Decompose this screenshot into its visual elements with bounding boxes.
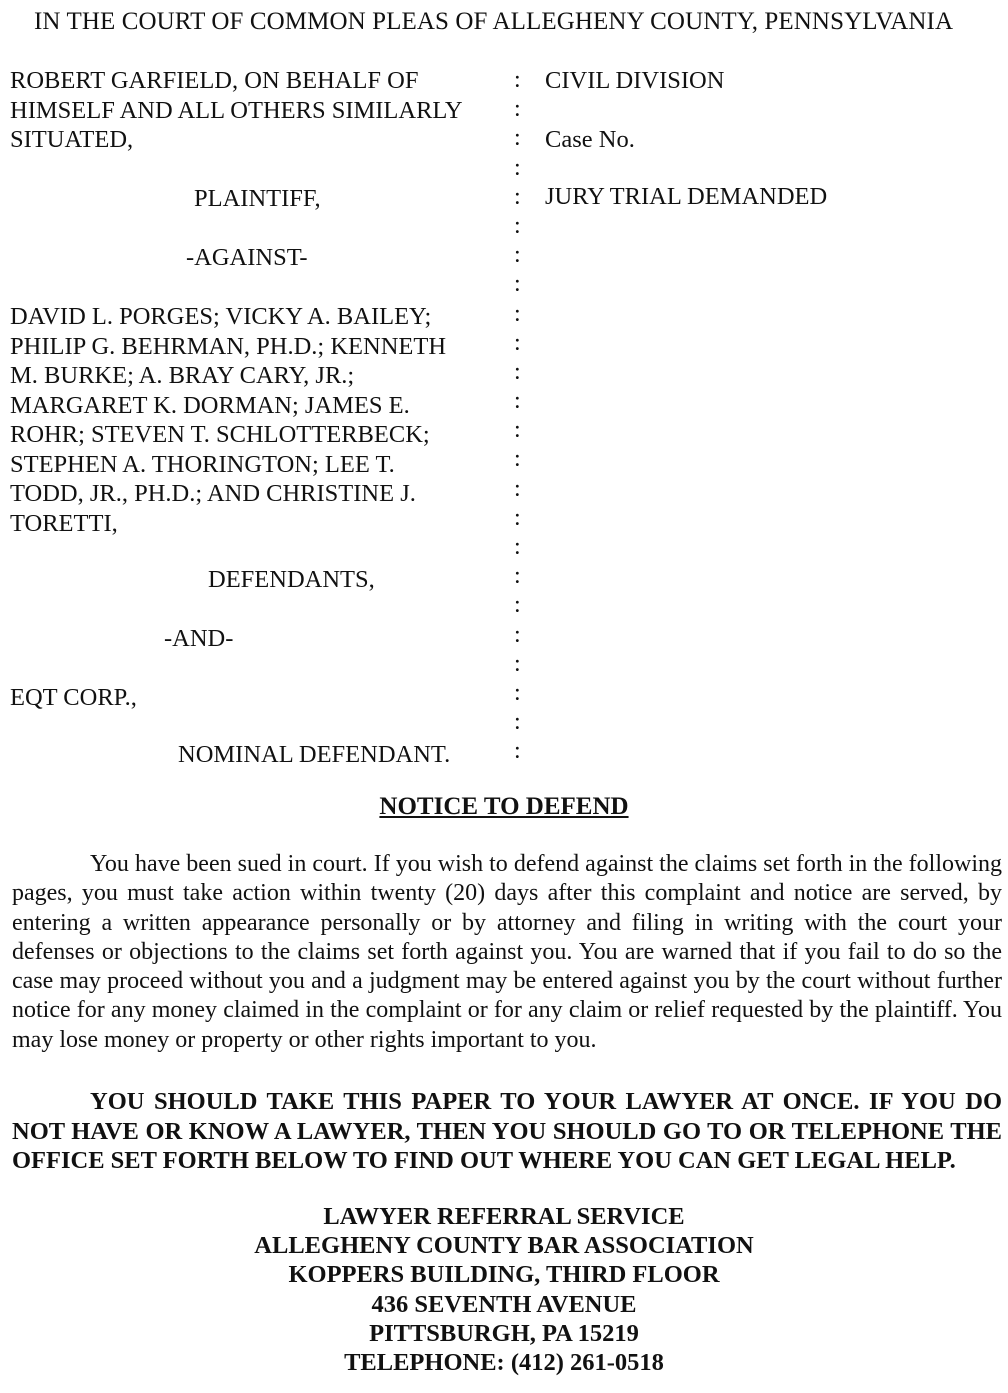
plaintiff-line: HIMSELF AND ALL OTHERS SIMILARLY xyxy=(10,96,463,124)
caption-colon: : xyxy=(514,125,521,152)
defendant-line: ROHR; STEVEN T. SCHLOTTERBECK; xyxy=(10,421,430,448)
caption-colon: : xyxy=(514,621,521,648)
defendant-line: TODD, JR., PH.D.; AND CHRISTINE J. xyxy=(10,480,416,507)
caption-colon: : xyxy=(514,300,521,327)
caption-colon: : xyxy=(514,475,521,502)
caption-separator xyxy=(514,66,521,767)
referral-name: LAWYER REFERRAL SERVICE xyxy=(323,1203,685,1230)
nominal-defendant-role: NOMINAL DEFENDANT. xyxy=(178,741,451,768)
defendant-line: M. BURKE; A. BRAY CARY, JR.; xyxy=(10,362,355,389)
referral-city: PITTSBURGH, PA 15219 xyxy=(369,1319,639,1347)
caption-colon: : xyxy=(514,154,521,181)
referral-street: 436 SEVENTH AVENUE xyxy=(371,1290,637,1318)
jury-demand: JURY TRIAL DEMANDED xyxy=(545,183,828,210)
caption-colon: : xyxy=(514,592,521,619)
caption-colon: : xyxy=(514,709,521,736)
caption-colon: : xyxy=(514,650,521,677)
referral-telephone: TELEPHONE: (412) 261-0518 xyxy=(344,1349,664,1377)
case-number-label: Case No. xyxy=(545,126,635,153)
caption-colon: : xyxy=(514,329,521,356)
caption-colon: : xyxy=(514,271,521,298)
notice-paragraph: You have been sued in court. If you wish to defend against the claims set forth in the following pages, you must take action within twenty (20) days after this complaint and notice are served, by entering a written appearance personally or by attorney and filing in writing with the court your defenses or objections to the claims set forth against you. You are warned that if you fail to do so the case may proceed without you and a judgment may be entered against you by the court without further notice for any money claimed in the complaint or for any claim or relief requested by the plaintiff. You may lose money or property or other rights important to you. xyxy=(12,851,1002,1053)
notice-warning: YOU SHOULD TAKE THIS PAPER TO YOUR LAWYER AT ONCE. IF YOU DO NOT HAVE OR KNOW A LAWYER, THEN YOU SHOULD GO TO OR TELEPHONE THE OFFICE SET FORTH BELOW TO FIND OUT WHERE YOU CAN GET LEGAL HELP. xyxy=(12,1088,1002,1174)
caption-colon: : xyxy=(514,358,521,385)
defendant-line: PHILIP G. BEHRMAN, PH.D.; KENNETH xyxy=(10,332,447,360)
defendants-role: DEFENDANTS, xyxy=(208,566,375,593)
court-heading: IN THE COURT OF COMMON PLEAS OF ALLEGHENY COUNTY, PENNSYLVANIA xyxy=(34,8,954,35)
referral-association: ALLEGHENY COUNTY BAR ASSOCIATION xyxy=(254,1232,754,1260)
caption-colon: : xyxy=(514,183,521,210)
defendant-line: STEPHEN A. THORINGTON; LEE T. xyxy=(10,450,395,478)
plaintiff-name xyxy=(10,66,463,155)
caption-colon: : xyxy=(514,504,521,531)
caption-colon: : xyxy=(514,212,521,239)
and-label: -AND- xyxy=(164,625,234,652)
defendant-line: DAVID L. PORGES; VICKY A. BAILEY; xyxy=(10,303,432,330)
defendant-line: TORETTI, xyxy=(10,509,118,537)
plaintiff-line: SITUATED, xyxy=(10,126,134,153)
referral-building: KOPPERS BUILDING, THIRD FLOOR xyxy=(288,1261,720,1289)
referral-address xyxy=(0,1202,1008,1377)
caption-colon: : xyxy=(514,563,521,590)
caption-colon: : xyxy=(514,738,521,765)
against-label: -AGAINST- xyxy=(186,244,308,271)
caption-colon: : xyxy=(514,67,521,93)
defendant-line: MARGARET K. DORMAN; JAMES E. xyxy=(10,391,410,419)
caption-colon: : xyxy=(514,534,521,560)
plaintiff-role: PLAINTIFF, xyxy=(194,185,321,212)
caption-colon: : xyxy=(514,446,521,473)
caption-colon: : xyxy=(514,417,521,444)
plaintiff-line: ROBERT GARFIELD, ON BEHALF OF xyxy=(10,67,419,94)
caption-colon: : xyxy=(514,679,521,706)
defendants-names xyxy=(10,302,446,538)
caption-colon: : xyxy=(514,96,521,123)
notice-title: NOTICE TO DEFEND xyxy=(379,793,629,820)
caption-colon: : xyxy=(514,242,521,269)
nominal-defendant-name: EQT CORP., xyxy=(10,684,137,711)
caption-colon: : xyxy=(514,388,521,415)
division-label: CIVIL DIVISION xyxy=(545,67,725,94)
